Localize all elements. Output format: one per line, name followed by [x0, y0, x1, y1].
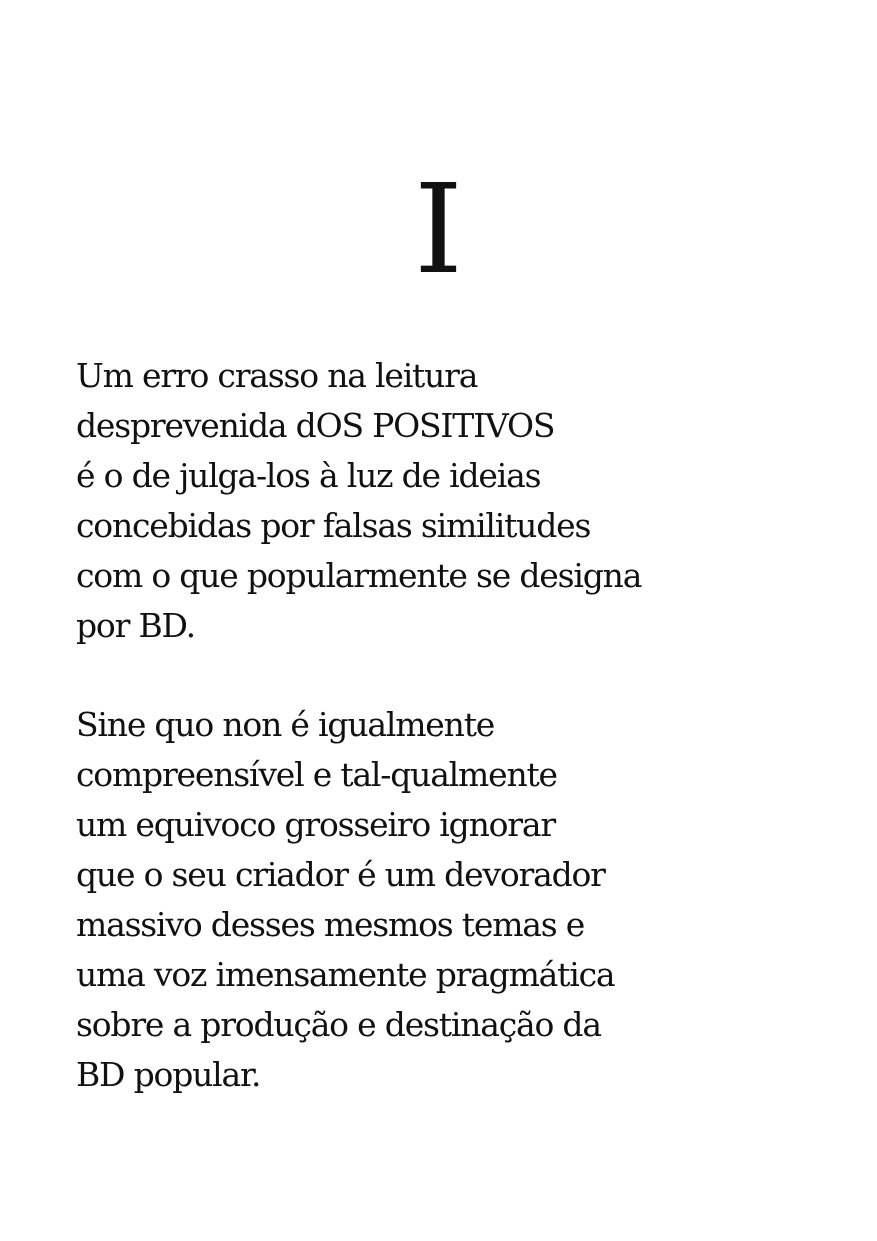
paragraph-1 — [76, 351, 866, 651]
paragraph-line: é o de julga-los à luz de ideias — [76, 456, 541, 495]
paragraph-line: que o seu criador é um devorador — [76, 855, 605, 894]
paragraph-2 — [76, 700, 866, 1100]
paragraph-line: Sine quo non é igualmente — [76, 705, 495, 744]
paragraph-line: massivo desses mesmos temas e — [76, 905, 585, 944]
paragraph-line: uma voz imensamente pragmática — [76, 955, 615, 994]
paragraph-line: sobre a produção e destinação da — [76, 1005, 601, 1044]
paragraph-line: desprevenida dOS POSITIVOS — [76, 406, 555, 445]
paragraph-line: Um erro crasso na leitura — [76, 356, 478, 395]
paragraph-line: concebidas por falsas similitudes — [76, 506, 591, 545]
chapter-numeral: I — [414, 158, 463, 302]
paragraph-line: compreensível e tal-qualmente — [76, 755, 557, 794]
paragraph-line: com o que popularmente se designa — [76, 556, 642, 595]
paragraph-line: por BD. — [76, 606, 195, 645]
paragraph-line: BD popular. — [76, 1055, 261, 1094]
paragraph-line: um equivoco grosseiro ignorar — [76, 805, 555, 844]
